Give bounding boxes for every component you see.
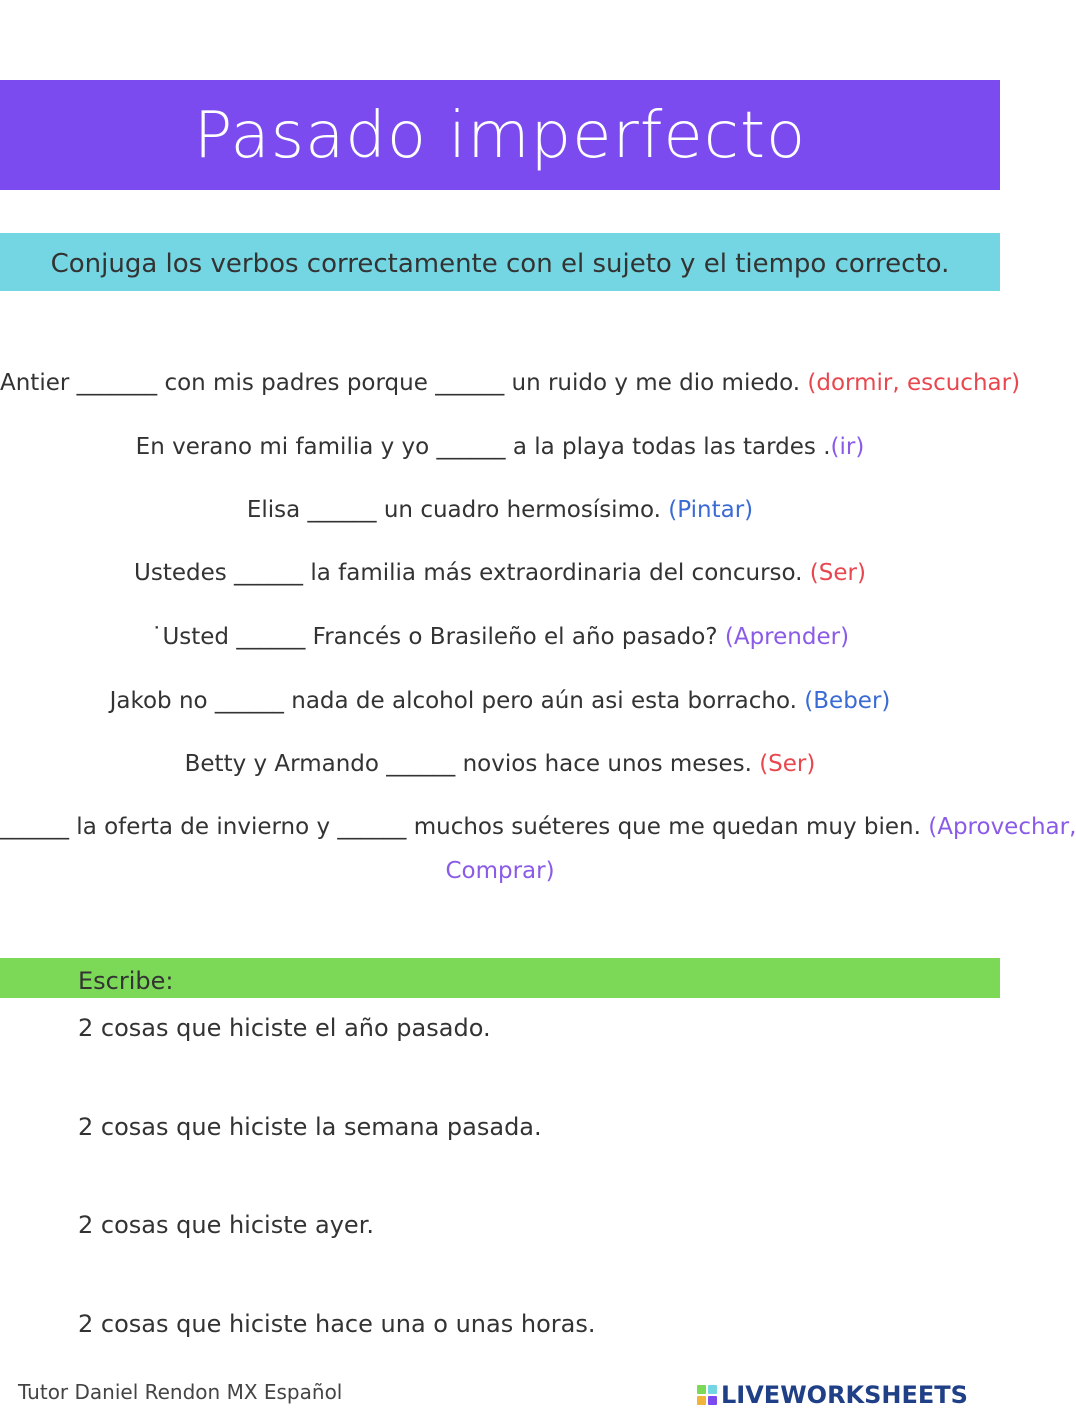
verb-hint: (dormir, escuchar) xyxy=(807,370,1021,396)
verb-hint: (Ser) xyxy=(759,751,816,777)
exercise-sentence xyxy=(0,497,1000,523)
exercise-sentence xyxy=(0,434,1000,460)
verb-hint: (Pintar) xyxy=(668,497,754,523)
exercise-text: ______ la oferta de invierno y ______ muchos suéteres que me quedan muy bien. xyxy=(0,814,929,840)
instruction-text: Conjuga los verbos correctamente con el sujeto y el tiempo correcto. xyxy=(50,249,950,279)
verb-hint: (Ser) xyxy=(809,560,866,586)
exercise-sentence xyxy=(0,688,1000,714)
verb-hint: (Aprovechar, xyxy=(928,814,1076,840)
exercise-text: Betty y Armando ______ novios hace unos meses. xyxy=(184,751,760,777)
writing-prompt: 2 cosas que hiciste ayer. xyxy=(78,1211,374,1239)
exercise-text: ˙Usted ______ Francés o Brasileño el año pasado? xyxy=(150,624,725,650)
writing-prompt: 2 cosas que hiciste hace una o unas horas. xyxy=(78,1310,596,1338)
exercise-text: Ustedes ______ la familia más extraordinaria del concurso. xyxy=(134,560,810,586)
exercise-sentence xyxy=(0,560,1000,586)
exercise-sentence xyxy=(0,751,1000,777)
footer-author: Tutor Daniel Rendon MX Español xyxy=(18,1380,343,1404)
verb-hint: Comprar) xyxy=(445,858,555,884)
logo-text: LIVEWORKSHEETS xyxy=(721,1381,968,1409)
exercise-sentence xyxy=(0,370,1021,396)
exercise-text: Jakob no ______ nada de alcohol pero aún asi esta borracho. xyxy=(109,688,805,714)
verb-hint: (ir) xyxy=(830,434,865,460)
verb-hint: (Aprender) xyxy=(724,624,850,650)
writing-prompt: 2 cosas que hiciste la semana pasada. xyxy=(78,1113,542,1141)
exercise-text: Antier _______ con mis padres porque ______ un ruido y me dio miedo. xyxy=(0,370,808,396)
exercise-sentence xyxy=(0,624,1000,650)
logo-squares-icon xyxy=(697,1385,717,1405)
exercise-sentence-continued xyxy=(0,858,1000,884)
exercise-sentence xyxy=(0,814,1076,840)
page-title: Pasado imperfecto xyxy=(193,99,807,173)
write-section-label: Escribe: xyxy=(78,967,174,995)
exercise-text: Elisa ______ un cuadro hermosísimo. xyxy=(246,497,669,523)
exercise-text: En verano mi familia y yo ______ a la playa todas las tardes . xyxy=(135,434,831,460)
verb-hint: (Beber) xyxy=(804,688,891,714)
writing-prompt: 2 cosas que hiciste el año pasado. xyxy=(78,1014,491,1042)
liveworksheets-logo[interactable] xyxy=(697,1380,968,1410)
